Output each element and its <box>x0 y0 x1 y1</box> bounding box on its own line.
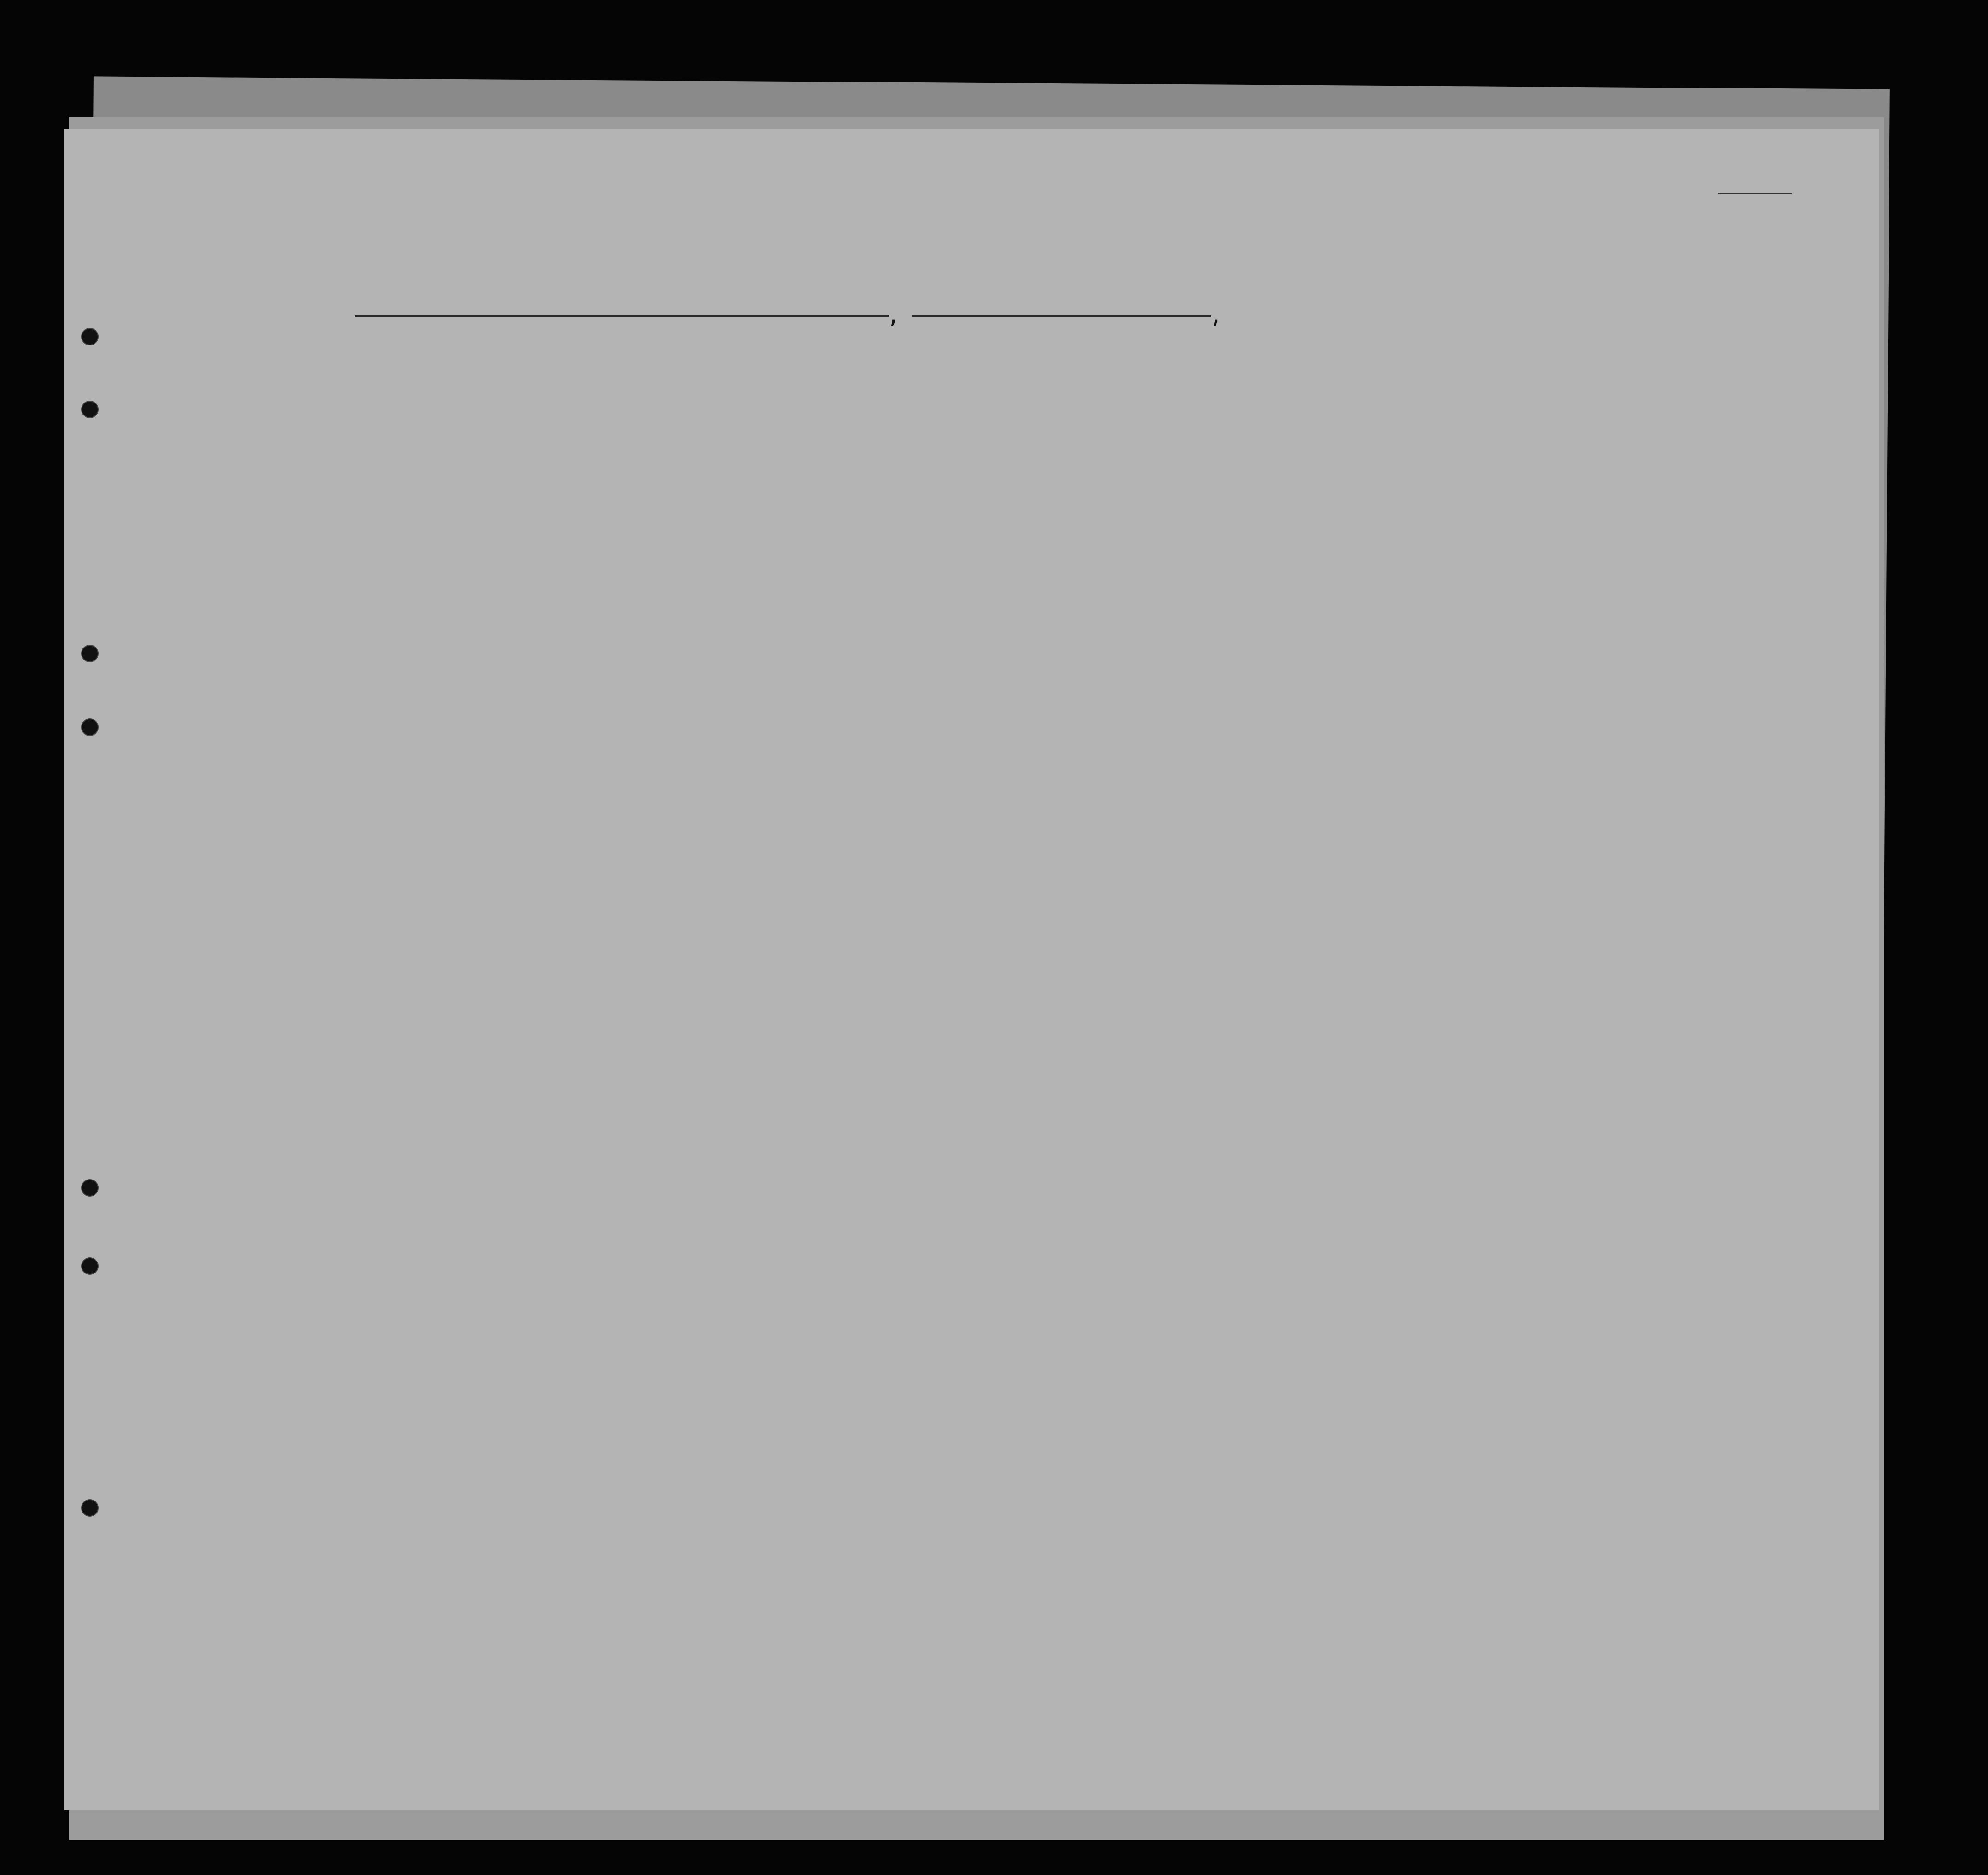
binder-hole <box>81 1257 99 1275</box>
binder-hole <box>81 1179 99 1197</box>
comma: , <box>1211 298 1221 330</box>
binder-hole <box>81 645 99 662</box>
binder-hole <box>81 1499 99 1517</box>
binder-hole <box>81 718 99 736</box>
manifest-sheet <box>64 129 1879 1810</box>
binder-hole <box>81 401 99 418</box>
manifest-grid <box>64 129 1879 1810</box>
binder-hole <box>81 328 99 345</box>
comma: , <box>889 298 898 330</box>
